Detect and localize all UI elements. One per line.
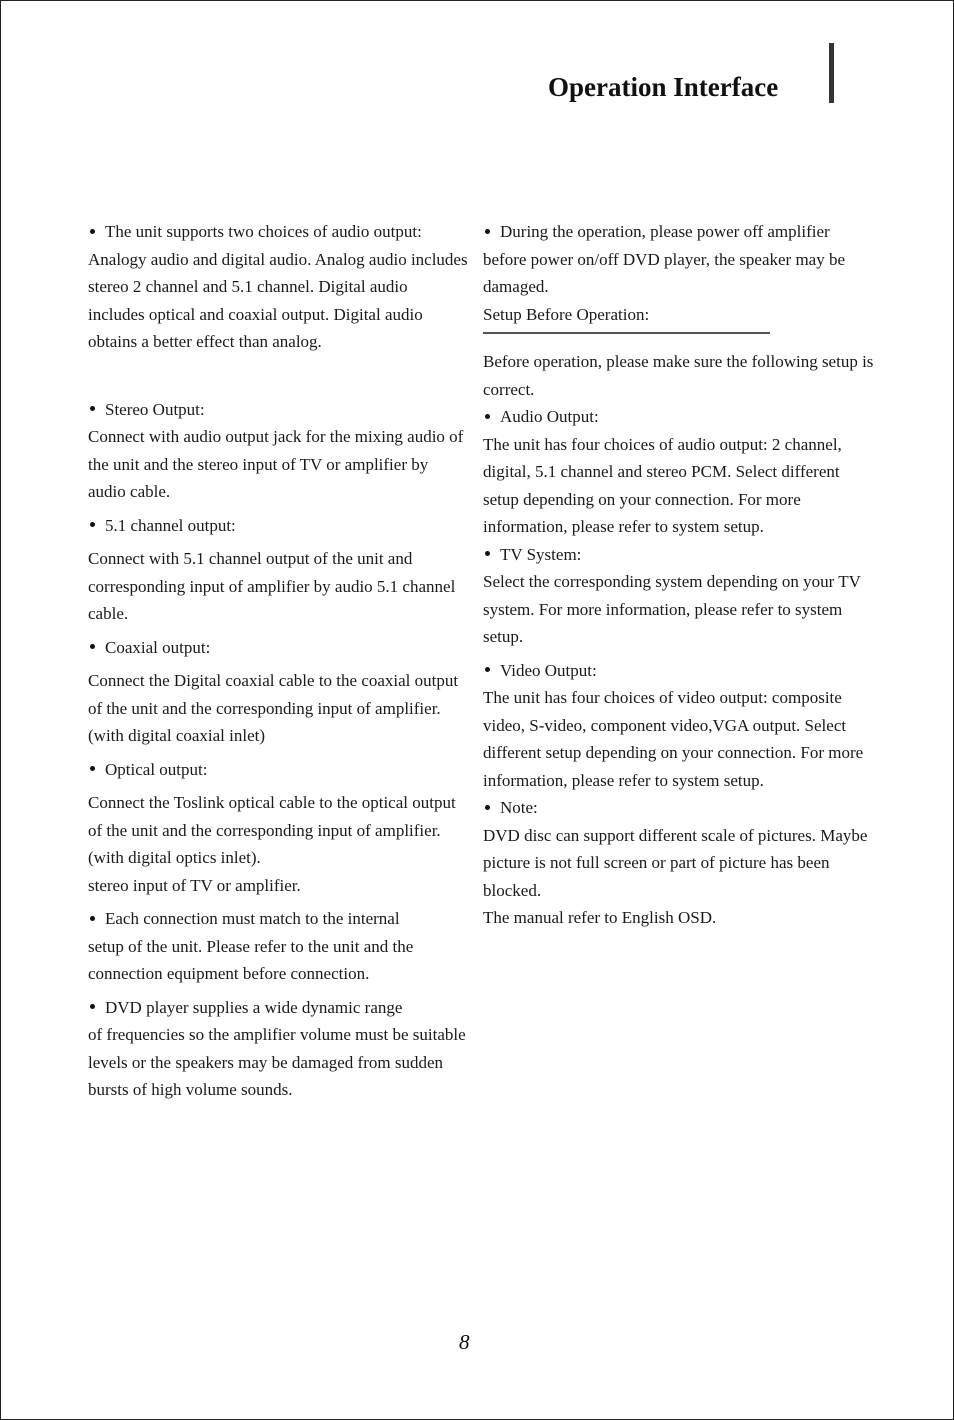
bullet-icon <box>485 414 490 419</box>
audio-heading: Audio Output: <box>483 403 878 431</box>
video-text: The unit has four choices of video output: composite video, S-video, component video,VGA output. Select different setup depending on your connection. For more information, please refer to system setup. <box>483 688 864 790</box>
bullet-icon <box>90 766 95 771</box>
note-text: DVD disc can support different scale of pictures. Maybe picture is not full screen or part of picture has been blocked. <box>483 825 868 900</box>
each-bullet: Each connection must match to the internal <box>88 905 468 933</box>
bullet-icon <box>90 406 95 411</box>
note-text-2: The manual refer to English OSD. <box>483 908 717 927</box>
tv-text: Select the corresponding system depending on your TV system. For more information, please refer to system setup. <box>483 572 861 646</box>
setup-heading: Setup Before Operation: <box>483 304 650 324</box>
optical-heading: Optical output: <box>88 756 468 784</box>
setup-underline <box>483 332 770 334</box>
ch51-text: Connect with 5.1 channel output of the unit and corresponding input of amplifier by audio 5.1 channel cable. <box>88 549 456 623</box>
left-column <box>88 218 468 1104</box>
tv-heading: TV System: <box>483 541 878 569</box>
setup-text: Before operation, please make sure the following setup is correct. <box>483 352 874 399</box>
page-title: Operation Interface <box>548 72 779 102</box>
right-column <box>483 218 878 932</box>
title-accent-bar <box>829 43 834 103</box>
bullet-icon <box>485 551 490 556</box>
bullet-icon <box>90 522 95 527</box>
dvd-bullet: DVD player supplies a wide dynamic range <box>88 994 468 1022</box>
dvd-text: of frequencies so the amplifier volume must be suitable levels or the speakers may be damaged from sudden bursts of high volume sounds. <box>88 1025 466 1099</box>
bullet-icon <box>90 644 95 649</box>
note-heading: Note: <box>483 794 878 822</box>
bullet-icon <box>485 805 490 810</box>
bullet-icon <box>90 916 95 921</box>
stereo-heading: Stereo Output: <box>88 396 468 424</box>
bullet-icon <box>485 229 490 234</box>
bullet-icon <box>485 667 490 672</box>
coax-text: Connect the Digital coaxial cable to the coaxial output of the unit and the corresponding input of amplifier.(with digital coaxial inlet) <box>88 671 459 745</box>
ch51-heading: 5.1 channel output: <box>88 512 468 540</box>
audio-text: The unit has four choices of audio output: 2 channel, digital, 5.1 channel and stereo PCM. Select different setup depending on your connection. For more information, please refer to system setup. <box>483 434 842 536</box>
bullet-icon <box>90 1004 95 1009</box>
intro-bullet: The unit supports two choices of audio output: <box>88 218 468 246</box>
stereo-text: Connect with audio output jack for the mixing audio of the unit and the stereo input of TV or amplifier by audio cable. <box>88 427 464 501</box>
optical-text-2: stereo input of TV or amplifier. <box>88 875 301 895</box>
intro-text: Analogy audio and digital audio. Analog audio includes stereo 2 channel and 5.1 channel. Digital audio includes optical and coaxial output. Digital audio obtains a better effect than analog. <box>88 249 468 351</box>
during-bullet: During the operation, please power off amplifier <box>483 218 878 246</box>
video-heading: Video Output: <box>483 657 878 685</box>
optical-text: Connect the Toslink optical cable to the optical output of the unit and the corresponding input of amplifier.(with digital optics inlet). <box>88 793 456 867</box>
during-text: before power on/off DVD player, the speaker may be damaged. <box>483 249 846 296</box>
bullet-icon <box>90 229 95 234</box>
page-number: 8 <box>459 1330 470 1354</box>
coax-heading: Coaxial output: <box>88 634 468 662</box>
each-text: setup of the unit. Please refer to the unit and the connection equipment before connection. <box>88 936 414 983</box>
